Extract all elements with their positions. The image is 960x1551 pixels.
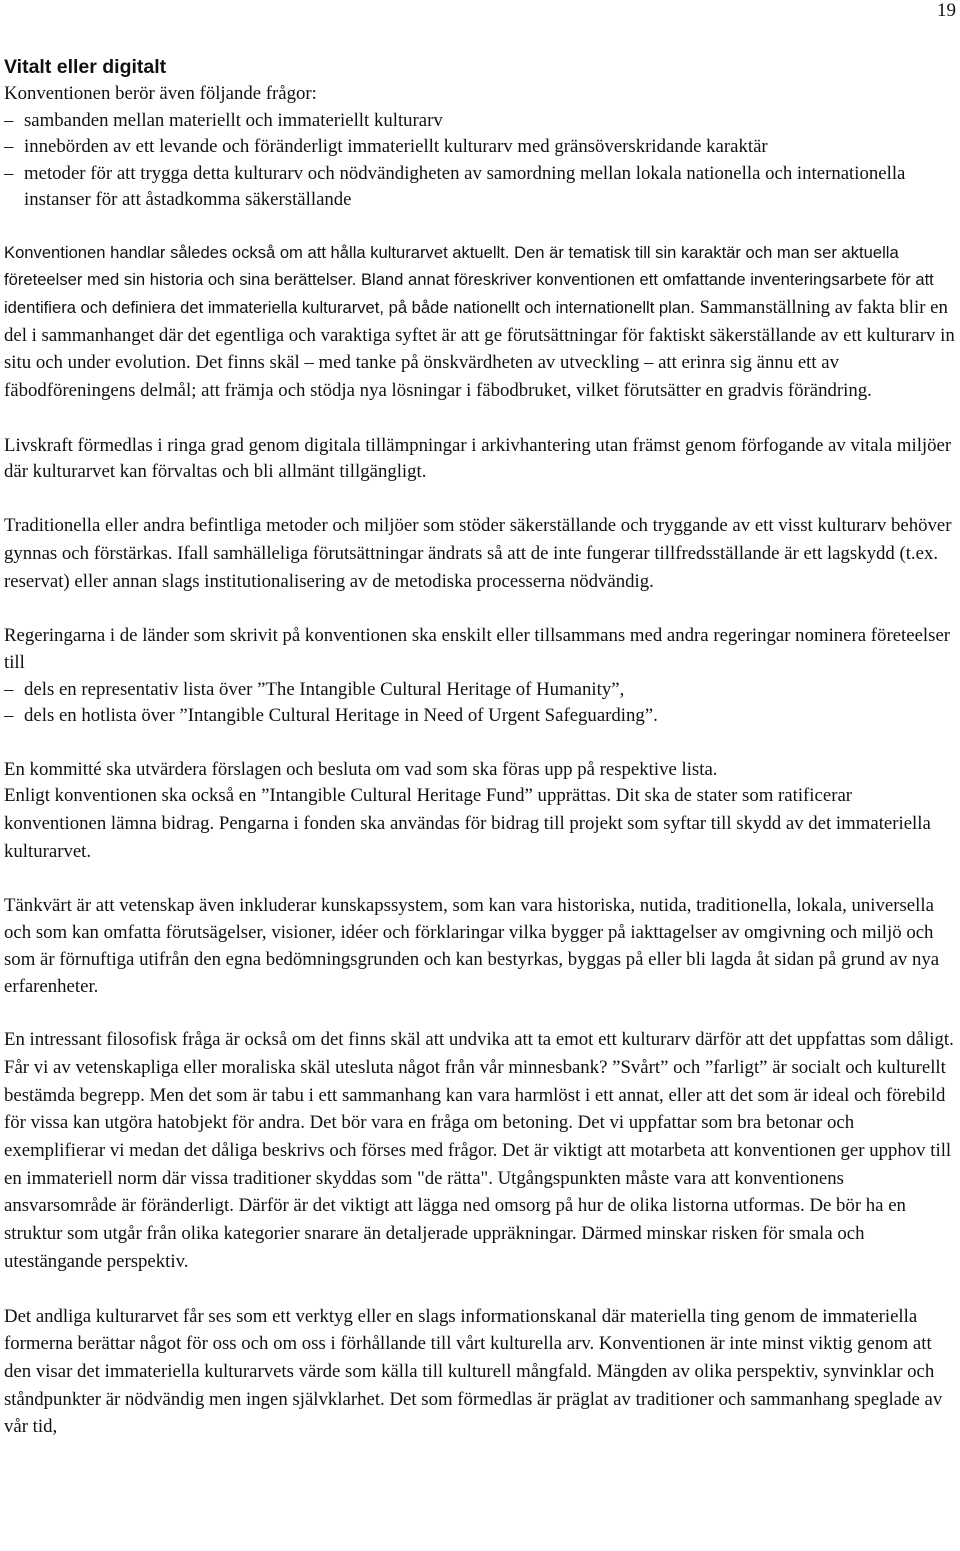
paragraph-6: Tänkvärt är att vetenskap även inkluderar kunskapssystem, som kan vara historiska, nutida, traditionella, lokala, universella och som kan omfatta förutsägelser, visioner, idéer och förklaringar vilka bygger på iakttagelser av omgivning och miljö och som är förnuftiga utifrån den egna bedömningsgrunden och kan bestyrkas, byggas på eller bli lagda åt sidan på grund av nya erfarenheter. [4,895,940,997]
list-item: – metoder för att trygga detta kulturarv och nödvändigheten av samordning mellan lokala nationella och internationella instanser för att åstadkomma säkerställande [4,162,906,210]
paragraph-1: Konventionen handlar således också om att hålla kulturarvet aktuellt. Den är tematisk till sin karaktär och man ser aktuella företeelser med sin historia och sina berättelser. Bland annat föreskriver konventionen ett omfattande inventeringsarbete för att identifiera och definiera det immateriella kulturarvet, på både nationellt och internationellt plan. Sammanställning av fakta blir en del i sammanhanget där det egentliga och varaktiga syftet är att ge förutsättningar för faktiskt säkerställande av ett kulturarv in situ och under evolution. Det finns skäl – med tanke på önskvärdheten av utveckling – att erinra sig ännu ett av fäbodföreningens delmål; att främja och stödja nya lösningar i fäbodbruket, vilket förutsätter en gradvis förändring. [4,242,955,402]
topic-list [4,108,958,214]
dash-bullet: – [4,136,14,157]
intro-line: Konventionen berör även följande frågor: [4,83,317,104]
dash-bullet: – [4,678,14,700]
paragraph-5-line-1: En kommitté ska utvärdera förslagen och besluta om vad som ska föras upp på respektive lista. [4,758,718,780]
paragraph-3: Traditionella eller andra befintliga metoder och miljöer som stöder säkerställande och tryggande av ett visst kulturarv behöver gynnas och förstärkas. Ifall samhälleliga förutsättningar ändrats så att de inte fungerar tillfredsställande är ett lagskydd (t.ex. reservat) eller annan slags institutionalisering av de metodiska processerna nödvändig. [4,515,952,592]
paragraph-5: Enligt konventionen ska också en ”Intangible Cultural Heritage Fund” upprättas. Dit ska de stater som ratificerar konventionen lämna bidrag. Pengarna i fonden ska användas för bidrag till projekt som syftar till skydd av det immateriella kulturarvet. [4,785,931,862]
dash-bullet: – [4,162,14,184]
page-content [4,54,958,1442]
nomination-list [4,677,958,730]
list-item: – sambanden mellan materiellt och immateriellt kulturarv [4,108,958,135]
list-item: – dels en hotlista över ”Intangible Cultural Heritage in Need of Urgent Safeguarding”. [4,703,958,730]
page-number: 19 [937,0,956,21]
paragraph-8: Det andliga kulturarvet får ses som ett verktyg eller en slags informationskanal där materiella ting genom de immateriella formerna berättar något för oss och om oss i förhållande till vårt kulturella arv. Konventionen är inte minst viktig genom att den visar det immateriella kulturarvets värde som källa till kulturell mångfald. Mängden av olika perspektiv, synvinklar och ståndpunkter är nödvändig men ingen självklarhet. Det som förmedlas är präglat av traditioner och sammanhang speglade av vår tid, [4,1305,943,1438]
paragraph-7: En intressant filosofisk fråga är också om det finns skäl att undvika att ta emot ett kulturarv därför att det uppfattas som dåligt. Får vi av vetenskapliga eller moraliska skäl utesluta något från vår minnesbank? ”Svårt” och ”farligt” är socialt och kulturellt bestämda begrepp. Men det som är tabu i ett sammanhang kan vara harmlöst i ett annat, eller att det som är ideal och förebild för vissa kan utgöra hatobjekt för andra. Det bör vara en fråga om betoning. Det vi uppfattar som bra betonar och exemplifierar vi medan det dåliga beskrivs och förses med frågor. Det är viktigt att motarbeta att konventionen ger upphov till en immateriell norm där vissa traditioner skyddas som "de rätta". Utgångspunkten måste vara att konventionens ansvarsområde är föränderligt. Därför är det viktigt att lägga ned omsorg på hur de olika listorna utformas. De bör ha en struktur som utgår från olika kategorier snarare än detaljerade uppräkningar. Därmed minskar risken för smala och utestängande perspektiv. [4,1029,954,1272]
dash-bullet: – [4,705,14,727]
paragraph-2: Livskraft förmedlas i ringa grad genom digitala tillämpningar i arkivhantering utan främst genom förfogande av vitala miljöer där kulturarvet kan förvaltas och bli allmänt tillgängligt. [4,434,952,483]
list-item: – dels en representativ lista över ”The Intangible Cultural Heritage of Humanity”, [4,677,958,704]
paragraph-4-intro: Regeringarna i de länder som skrivit på konventionen ska enskilt eller tillsammans med andra regeringar nominera företeelser till [4,625,951,673]
dash-bullet: – [4,109,14,131]
section-heading: Vitalt eller digitalt [4,56,167,78]
list-item: – innebörden av ett levande och föränderligt immateriellt kulturarv med gränsöverskridande karaktär [4,134,958,161]
